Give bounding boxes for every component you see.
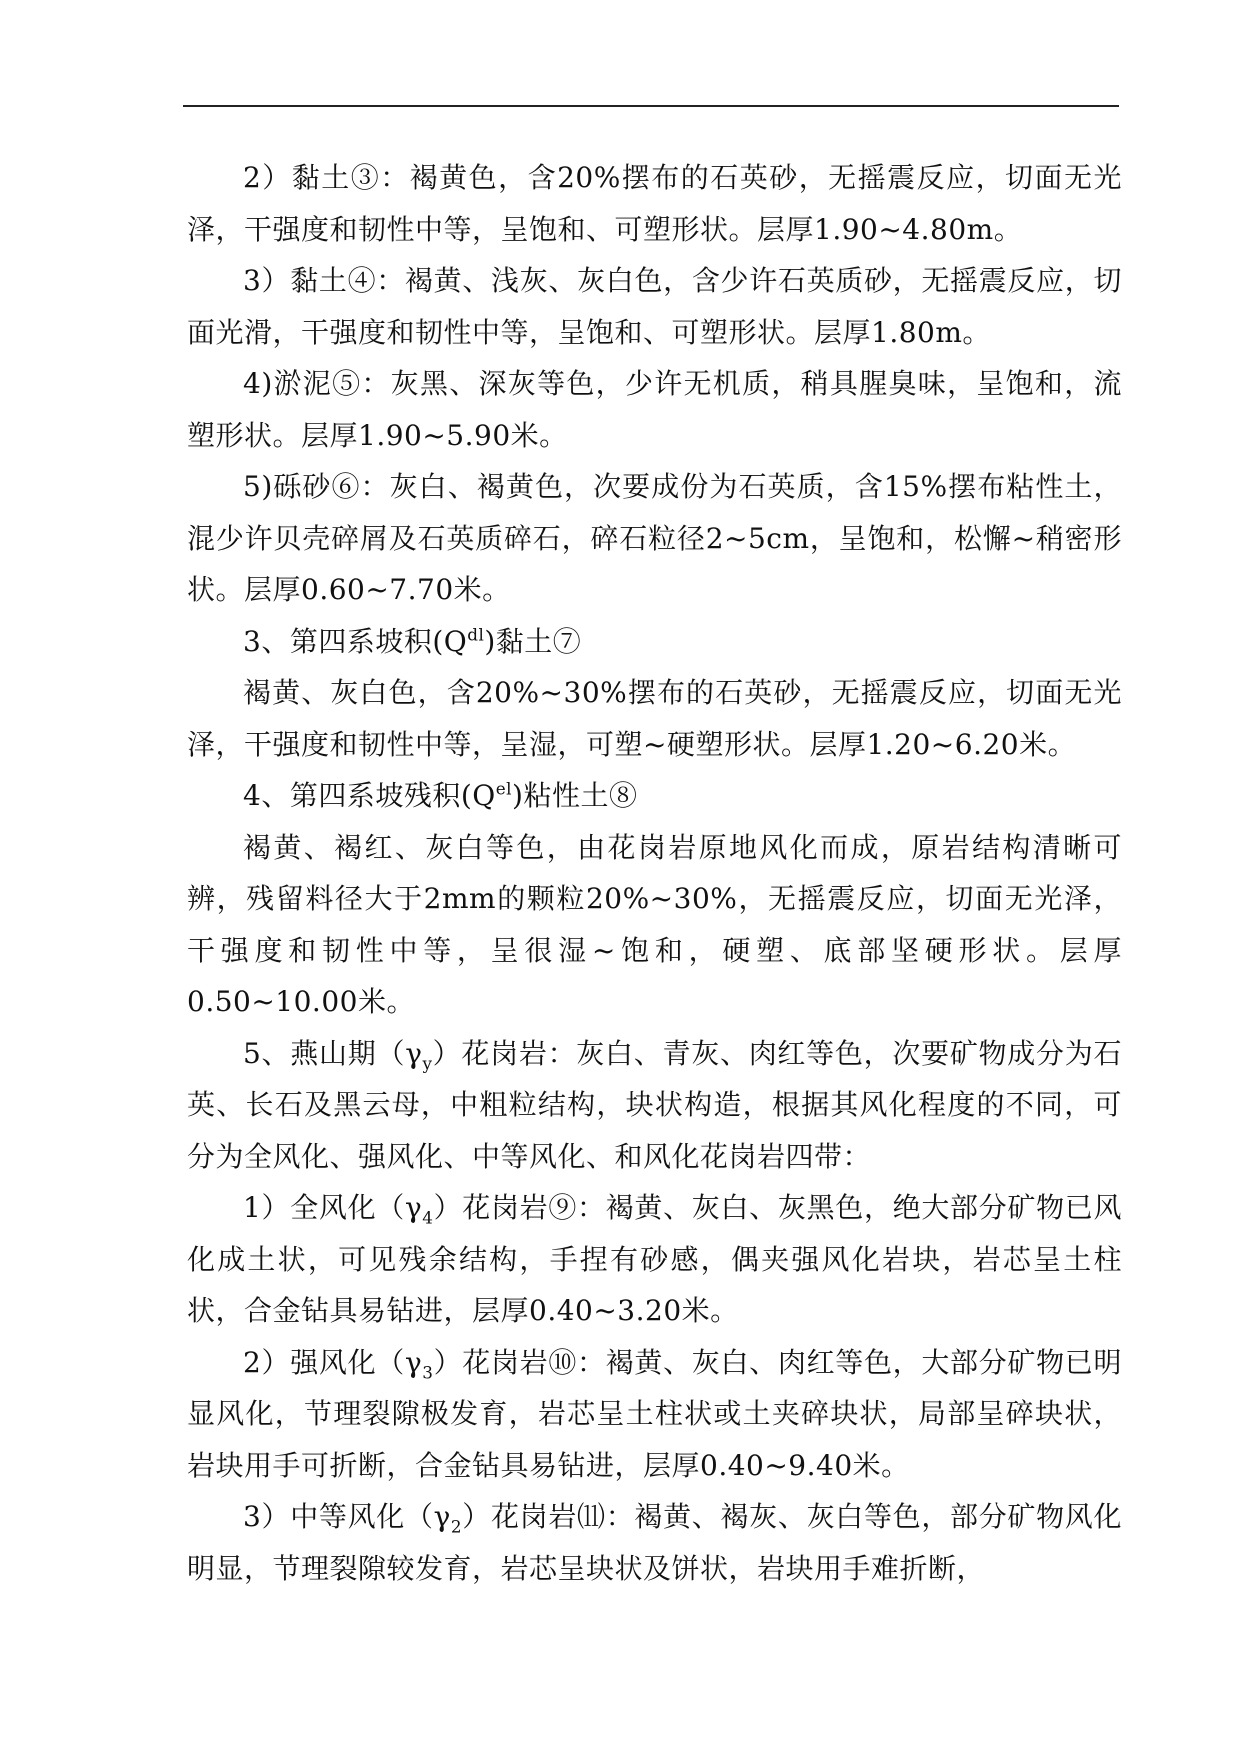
section-heading-residual-deposit: 4、第四系坡残积$(Q^{el})$粘性土⑧	[243, 778, 638, 812]
paragraph-clay-4: 3）黏土④：褐黄、浅灰、灰白色，含少许石英质砂，无摇震反应，切面光滑，干强度和韧性中等，呈饱和、可塑形状。层厚1.80m。	[187, 264, 1122, 349]
paragraph-strongly-weathered-granite: 2）强风化$(\gamma_3)$花岗岩⑩：褐黄、灰白、肉红等色，大部分矿物已明显风化，节理裂隙极发育，岩芯呈土柱状或土夹碎块状，局部呈碎块状，岩块用手可折断，合金钻具易钻进，层厚0.40~9.40米。	[187, 1345, 1122, 1482]
paragraph-cohesive-soil-8: 褐黄、褐红、灰白等色，由花岗岩原地风化而成，原岩结构清晰可辨，残留料径大于2mm的颗粒20%~30%，无摇震反应，切面无光泽，干强度和韧性中等，呈很湿~饱和，硬塑、底部坚硬形状。层厚0.50~10.00米。	[187, 830, 1122, 1018]
paragraph-silt-5: 4)淤泥⑤：灰黑、深灰等色，少许无机质，稍具腥臭味，呈饱和，流塑形状。层厚1.90~5.90米。	[187, 367, 1122, 452]
paragraph-fully-weathered-granite: 1）全风化$(\gamma_4)$花岗岩⑨：褐黄、灰白、灰黑色，绝大部分矿物已风化成土状，可见残余结构，手捏有砂感，偶夹强风化岩块，岩芯呈土柱状，合金钻具易钻进，层厚0.40~3.20米。	[187, 1191, 1122, 1327]
body-text	[187, 152, 1122, 1594]
paragraph-clay-7: 褐黄、灰白色，含20%~30%摆布的石英砂，无摇震反应，切面无光泽，干强度和韧性中等，呈湿，可塑~硬塑形状。层厚1.20~6.20米。	[187, 676, 1122, 761]
section-heading-slope-deposit: 3、第四系坡积$(Q^{dl})$黏土⑦	[243, 624, 582, 658]
paragraph-gravel-sand-6: 5)砾砂⑥：灰白、褐黄色，次要成份为石英质，含15%摆布粘性土，混少许贝壳碎屑及石英质碎石，碎石粒径2~5cm，呈饱和，松懈~稍密形状。层厚0.60~7.70米。	[187, 470, 1122, 606]
paragraph-clay-3: 2）黏土③：褐黄色，含20%摆布的石英砂，无摇震反应，切面无光泽，干强度和韧性中等，呈饱和、可塑形状。层厚1.90~4.80m。	[187, 161, 1122, 246]
paragraph-granite-yanshan: 5、燕山期$(\gamma_y)$花岗岩：灰白、青灰、肉红等色，次要矿物成分为石英、长石及黑云母，中粗粒结构，块状构造，根据其风化程度的不同，可分为全风化、强风化、中等风化、和风化花岗岩四带：	[187, 1036, 1122, 1173]
header-rule	[183, 105, 1119, 107]
paragraph-moderately-weathered-granite: 3）中等风化$(\gamma_2)$花岗岩⑾：褐黄、褐灰、灰白等色，部分矿物风化明显，节理裂隙较发育，岩芯呈块状及饼状，岩块用手难折断，	[187, 1500, 1122, 1585]
